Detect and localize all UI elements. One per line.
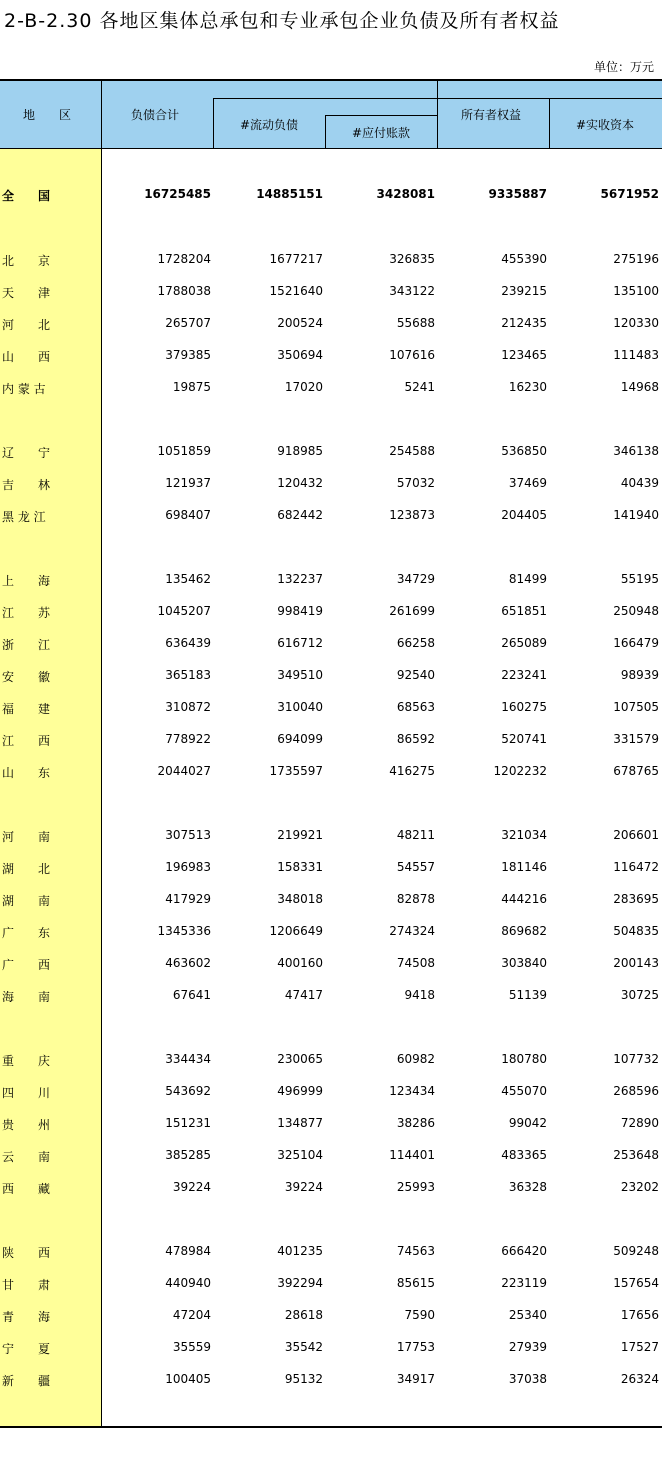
owners-equity-cell: 37038 (508, 1372, 547, 1386)
header-rule (213, 98, 214, 148)
region-cell: 安 徽 (2, 670, 51, 684)
owners-equity-cell: 321034 (501, 828, 547, 842)
total-liabilities-cell: 1728204 (157, 252, 211, 266)
region-cell: 陕 西 (2, 1246, 51, 1260)
total-liabilities-cell: 478984 (165, 1244, 211, 1258)
accounts-payable-cell: 86592 (396, 732, 435, 746)
accounts-payable-cell: 416275 (389, 764, 435, 778)
region-cell: 黑 龙 江 (2, 510, 46, 524)
table-row (0, 1146, 662, 1166)
region-cell: 广 西 (2, 958, 51, 972)
owners-equity-cell: 239215 (501, 284, 547, 298)
accounts-payable-cell: 57032 (396, 476, 435, 490)
total-liabilities-cell: 265707 (165, 316, 211, 330)
paid-in-capital-cell: 55195 (620, 572, 659, 586)
total-liabilities-cell: 35559 (172, 1340, 211, 1354)
owners-equity-cell: 51139 (508, 988, 547, 1002)
current-liabilities-cell: 616712 (277, 636, 323, 650)
table-row (0, 666, 662, 686)
region-cell: 青 海 (2, 1310, 51, 1324)
table-row (0, 282, 662, 302)
total-liabilities-cell: 543692 (165, 1084, 211, 1098)
accounts-payable-cell: 326835 (389, 252, 435, 266)
accounts-payable-cell: 5241 (404, 380, 435, 394)
accounts-payable-cell: 254588 (389, 444, 435, 458)
region-cell: 湖 北 (2, 862, 51, 876)
accounts-payable-cell: 85615 (396, 1276, 435, 1290)
current-liabilities-cell: 325104 (277, 1148, 323, 1162)
paid-in-capital-cell: 17656 (620, 1308, 659, 1322)
table-row (0, 1338, 662, 1358)
paid-in-capital-cell: 116472 (613, 860, 659, 874)
owners-equity-cell: 9335887 (488, 187, 547, 201)
header-rule (213, 98, 437, 99)
total-liabilities-cell: 19875 (172, 380, 211, 394)
owners-equity-cell: 37469 (508, 476, 547, 490)
table-row (0, 986, 662, 1006)
paid-in-capital-cell: 72890 (620, 1116, 659, 1130)
owners-equity-cell: 204405 (501, 508, 547, 522)
region-column (0, 149, 101, 1426)
table-row (0, 1114, 662, 1134)
table-row (0, 378, 662, 398)
paid-in-capital-cell: 120330 (613, 316, 659, 330)
table-row (0, 634, 662, 654)
owners-equity-cell: 81499 (508, 572, 547, 586)
owners-equity-cell: 483365 (501, 1148, 547, 1162)
owners-equity-cell: 444216 (501, 892, 547, 906)
table-row (0, 890, 662, 910)
total-liabilities-cell: 16725485 (144, 187, 211, 201)
current-liabilities-cell: 158331 (277, 860, 323, 874)
paid-in-capital-cell: 157654 (613, 1276, 659, 1290)
region-cell: 甘 肃 (2, 1278, 51, 1292)
table-row (0, 474, 662, 494)
current-liabilities-cell: 496999 (277, 1084, 323, 1098)
accounts-payable-cell: 274324 (389, 924, 435, 938)
region-cell: 北 京 (2, 254, 51, 268)
total-liabilities-cell: 778922 (165, 732, 211, 746)
accounts-payable-cell: 74563 (396, 1244, 435, 1258)
header-owners-equity: 所有者权益 (461, 108, 522, 122)
table-row (0, 858, 662, 878)
table-row (0, 1178, 662, 1198)
region-cell: 吉 林 (2, 478, 51, 492)
region-cell: 内 蒙 古 (2, 382, 46, 396)
region-cell: 天 津 (2, 286, 51, 300)
current-liabilities-cell: 349510 (277, 668, 323, 682)
current-liabilities-cell: 200524 (277, 316, 323, 330)
table-row (0, 602, 662, 622)
table-row (0, 730, 662, 750)
paid-in-capital-cell: 331579 (613, 732, 659, 746)
total-liabilities-cell: 440940 (165, 1276, 211, 1290)
accounts-payable-cell: 48211 (396, 828, 435, 842)
header-accounts-payable: #应付账款 (352, 126, 411, 140)
owners-equity-cell: 520741 (501, 732, 547, 746)
total-liabilities-cell: 121937 (165, 476, 211, 490)
current-liabilities-cell: 39224 (284, 1180, 323, 1194)
current-liabilities-cell: 17020 (284, 380, 323, 394)
total-liabilities-cell: 307513 (165, 828, 211, 842)
total-liabilities-cell: 417929 (165, 892, 211, 906)
region-cell: 浙 江 (2, 638, 51, 652)
owners-equity-cell: 123465 (501, 348, 547, 362)
region-cell: 江 苏 (2, 606, 51, 620)
owners-equity-cell: 1202232 (493, 764, 547, 778)
accounts-payable-cell: 25993 (396, 1180, 435, 1194)
total-liabilities-cell: 365183 (165, 668, 211, 682)
total-liabilities-cell: 310872 (165, 700, 211, 714)
table-row (0, 314, 662, 334)
current-liabilities-cell: 35542 (284, 1340, 323, 1354)
current-liabilities-cell: 918985 (277, 444, 323, 458)
accounts-payable-cell: 7590 (404, 1308, 435, 1322)
paid-in-capital-cell: 30725 (620, 988, 659, 1002)
current-liabilities-cell: 47417 (284, 988, 323, 1002)
region-cell: 江 西 (2, 734, 51, 748)
accounts-payable-cell: 60982 (396, 1052, 435, 1066)
paid-in-capital-cell: 504835 (613, 924, 659, 938)
paid-in-capital-cell: 250948 (613, 604, 659, 618)
paid-in-capital-cell: 111483 (613, 348, 659, 362)
accounts-payable-cell: 74508 (396, 956, 435, 970)
accounts-payable-cell: 3428081 (376, 187, 435, 201)
table-row (0, 442, 662, 462)
paid-in-capital-cell: 107505 (613, 700, 659, 714)
region-cell: 新 疆 (2, 1374, 51, 1388)
region-cell: 河 南 (2, 830, 51, 844)
accounts-payable-cell: 107616 (389, 348, 435, 362)
current-liabilities-cell: 400160 (277, 956, 323, 970)
total-liabilities-cell: 151231 (165, 1116, 211, 1130)
table-row (0, 698, 662, 718)
current-liabilities-cell: 310040 (277, 700, 323, 714)
total-liabilities-cell: 1051859 (157, 444, 211, 458)
region-cell: 福 建 (2, 702, 51, 716)
accounts-payable-cell: 66258 (396, 636, 435, 650)
paid-in-capital-cell: 268596 (613, 1084, 659, 1098)
current-liabilities-cell: 1521640 (269, 284, 323, 298)
header-region: 地 区 (23, 108, 72, 122)
accounts-payable-cell: 92540 (396, 668, 435, 682)
owners-equity-cell: 223241 (501, 668, 547, 682)
current-liabilities-cell: 95132 (284, 1372, 323, 1386)
accounts-payable-cell: 261699 (389, 604, 435, 618)
paid-in-capital-cell: 135100 (613, 284, 659, 298)
table-row (0, 185, 662, 205)
owners-equity-cell: 99042 (508, 1116, 547, 1130)
accounts-payable-cell: 55688 (396, 316, 435, 330)
current-liabilities-cell: 1735597 (269, 764, 323, 778)
accounts-payable-cell: 34729 (396, 572, 435, 586)
current-liabilities-cell: 350694 (277, 348, 323, 362)
current-liabilities-cell: 1206649 (269, 924, 323, 938)
accounts-payable-cell: 123434 (389, 1084, 435, 1098)
owners-equity-cell: 651851 (501, 604, 547, 618)
page-title: 2-B-2.30 各地区集体总承包和专业承包企业负债及所有者权益 (4, 10, 560, 32)
owners-equity-cell: 181146 (501, 860, 547, 874)
table-row (0, 1370, 662, 1390)
current-liabilities-cell: 14885151 (256, 187, 323, 201)
current-liabilities-cell: 134877 (277, 1116, 323, 1130)
current-liabilities-cell: 230065 (277, 1052, 323, 1066)
owners-equity-cell: 455390 (501, 252, 547, 266)
header-paid-in-capital: #实收资本 (576, 118, 635, 132)
owners-equity-cell: 265089 (501, 636, 547, 650)
header-rule (549, 98, 550, 148)
table-row (0, 762, 662, 782)
total-liabilities-cell: 39224 (172, 1180, 211, 1194)
current-liabilities-cell: 682442 (277, 508, 323, 522)
current-liabilities-cell: 1677217 (269, 252, 323, 266)
accounts-payable-cell: 123873 (389, 508, 435, 522)
region-cell: 山 西 (2, 350, 51, 364)
total-liabilities-cell: 67641 (172, 988, 211, 1002)
paid-in-capital-cell: 200143 (613, 956, 659, 970)
accounts-payable-cell: 17753 (396, 1340, 435, 1354)
total-liabilities-cell: 47204 (172, 1308, 211, 1322)
owners-equity-cell: 36328 (508, 1180, 547, 1194)
region-cell: 广 东 (2, 926, 51, 940)
owners-equity-cell: 455070 (501, 1084, 547, 1098)
current-liabilities-cell: 120432 (277, 476, 323, 490)
accounts-payable-cell: 82878 (396, 892, 435, 906)
owners-equity-cell: 223119 (501, 1276, 547, 1290)
paid-in-capital-cell: 23202 (620, 1180, 659, 1194)
total-liabilities-cell: 1345336 (157, 924, 211, 938)
accounts-payable-cell: 343122 (389, 284, 435, 298)
region-cell: 山 东 (2, 766, 51, 780)
accounts-payable-cell: 54557 (396, 860, 435, 874)
header-rule (437, 81, 438, 148)
owners-equity-cell: 666420 (501, 1244, 547, 1258)
paid-in-capital-cell: 166479 (613, 636, 659, 650)
accounts-payable-cell: 114401 (389, 1148, 435, 1162)
total-liabilities-cell: 135462 (165, 572, 211, 586)
paid-in-capital-cell: 26324 (620, 1372, 659, 1386)
table-row (0, 922, 662, 942)
owners-equity-cell: 212435 (501, 316, 547, 330)
header-rule (325, 115, 437, 116)
current-liabilities-cell: 28618 (284, 1308, 323, 1322)
accounts-payable-cell: 68563 (396, 700, 435, 714)
table-row (0, 1306, 662, 1326)
current-liabilities-cell: 998419 (277, 604, 323, 618)
region-cell: 湖 南 (2, 894, 51, 908)
region-cell: 宁 夏 (2, 1342, 51, 1356)
paid-in-capital-cell: 14968 (620, 380, 659, 394)
current-liabilities-cell: 694099 (277, 732, 323, 746)
table-row (0, 506, 662, 526)
region-cell: 河 北 (2, 318, 51, 332)
table-row (0, 1050, 662, 1070)
owners-equity-cell: 27939 (508, 1340, 547, 1354)
header-current-liabilities: #流动负债 (240, 118, 299, 132)
table-row (0, 346, 662, 366)
total-liabilities-cell: 379385 (165, 348, 211, 362)
total-liabilities-cell: 2044027 (157, 764, 211, 778)
table-row (0, 570, 662, 590)
paid-in-capital-cell: 98939 (620, 668, 659, 682)
current-liabilities-cell: 392294 (277, 1276, 323, 1290)
region-cell: 四 川 (2, 1086, 51, 1100)
accounts-payable-cell: 38286 (396, 1116, 435, 1130)
accounts-payable-cell: 9418 (404, 988, 435, 1002)
table-row (0, 954, 662, 974)
owners-equity-cell: 160275 (501, 700, 547, 714)
total-liabilities-cell: 196983 (165, 860, 211, 874)
current-liabilities-cell: 219921 (277, 828, 323, 842)
table-row (0, 1274, 662, 1294)
table-bottom-rule (0, 1426, 662, 1428)
region-cell: 重 庆 (2, 1054, 51, 1068)
header-rule (325, 115, 326, 148)
paid-in-capital-cell: 283695 (613, 892, 659, 906)
region-cell: 西 藏 (2, 1182, 51, 1196)
paid-in-capital-cell: 141940 (613, 508, 659, 522)
total-liabilities-cell: 463602 (165, 956, 211, 970)
total-liabilities-cell: 636439 (165, 636, 211, 650)
owners-equity-cell: 16230 (508, 380, 547, 394)
region-cell: 上 海 (2, 574, 51, 588)
paid-in-capital-cell: 275196 (613, 252, 659, 266)
paid-in-capital-cell: 678765 (613, 764, 659, 778)
total-liabilities-cell: 100405 (165, 1372, 211, 1386)
paid-in-capital-cell: 40439 (620, 476, 659, 490)
total-liabilities-cell: 1045207 (157, 604, 211, 618)
owners-equity-cell: 25340 (508, 1308, 547, 1322)
owners-equity-cell: 536850 (501, 444, 547, 458)
unit-label: 单位：万元 (593, 60, 654, 74)
total-liabilities-cell: 385285 (165, 1148, 211, 1162)
table-row (0, 1242, 662, 1262)
paid-in-capital-cell: 206601 (613, 828, 659, 842)
table-row (0, 826, 662, 846)
table-row (0, 250, 662, 270)
current-liabilities-cell: 348018 (277, 892, 323, 906)
total-liabilities-cell: 1788038 (157, 284, 211, 298)
region-cell: 辽 宁 (2, 446, 51, 460)
paid-in-capital-cell: 17527 (620, 1340, 659, 1354)
total-liabilities-cell: 698407 (165, 508, 211, 522)
paid-in-capital-cell: 5671952 (600, 187, 659, 201)
table-row (0, 1082, 662, 1102)
region-cell: 海 南 (2, 990, 51, 1004)
paid-in-capital-cell: 509248 (613, 1244, 659, 1258)
region-cell: 贵 州 (2, 1118, 51, 1132)
region-cell: 全 国 (2, 189, 51, 203)
paid-in-capital-cell: 107732 (613, 1052, 659, 1066)
region-cell: 云 南 (2, 1150, 51, 1164)
paid-in-capital-cell: 253648 (613, 1148, 659, 1162)
current-liabilities-cell: 401235 (277, 1244, 323, 1258)
paid-in-capital-cell: 346138 (613, 444, 659, 458)
total-liabilities-cell: 334434 (165, 1052, 211, 1066)
owners-equity-cell: 303840 (501, 956, 547, 970)
accounts-payable-cell: 34917 (396, 1372, 435, 1386)
header-total-liabilities: 负债合计 (131, 108, 180, 122)
current-liabilities-cell: 132237 (277, 572, 323, 586)
owners-equity-cell: 180780 (501, 1052, 547, 1066)
owners-equity-cell: 869682 (501, 924, 547, 938)
